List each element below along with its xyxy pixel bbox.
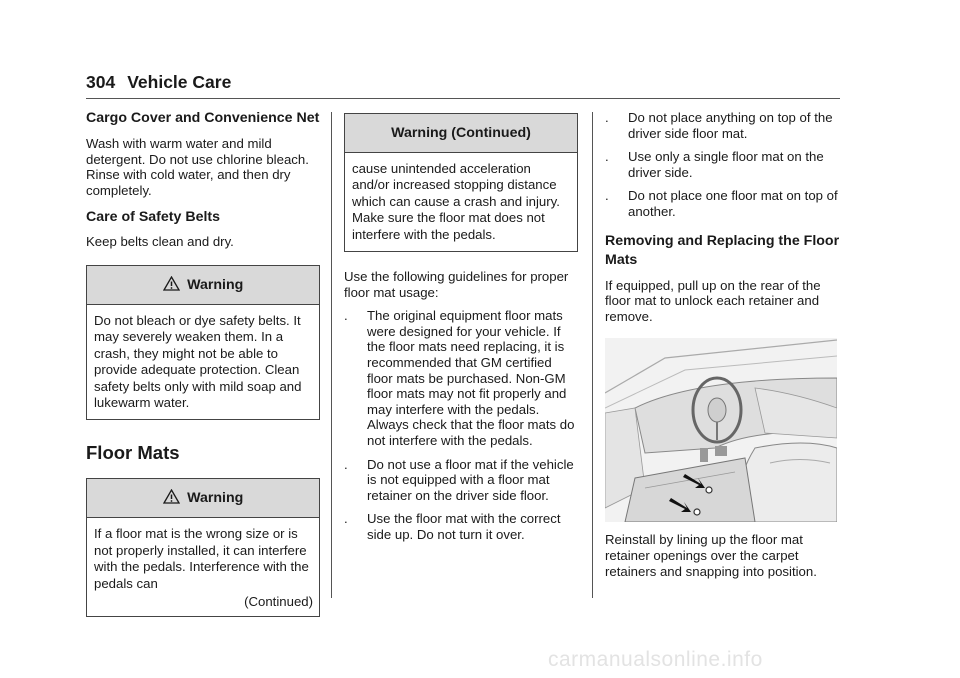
watermark: carmanualsonline.info: [548, 648, 763, 671]
warning-box-belts: [86, 265, 320, 420]
page-number: 304: [86, 72, 116, 92]
bullet-glyph: .: [605, 188, 609, 204]
para-reinstall: Reinstall by lining up the floor mat retainer openings over the carpet retainers and snapping into position.: [605, 532, 817, 579]
warning-triangle-icon: [163, 276, 184, 293]
guidelines-intro: Use the following guidelines for proper floor mat usage:: [344, 269, 569, 300]
guidelines-list: [344, 308, 578, 542]
bullet-glyph: .: [344, 511, 348, 527]
warning-body: cause unintended acceleration and/or increased stopping distance which can cause a crash and injury. Make sure the floor mat does not interfere with the pedals.: [352, 161, 560, 242]
list-item: . Do not place one floor mat on top of another.: [605, 188, 838, 219]
page-header: [86, 72, 231, 93]
heading-floor-mats: Floor Mats: [86, 442, 180, 464]
warning-body: [87, 518, 319, 616]
warning-box-floor-mats: [86, 478, 320, 617]
header-rule: [86, 98, 840, 99]
warning-header: [87, 479, 319, 518]
column-divider-2: [592, 112, 593, 598]
continued-label: (Continued): [244, 594, 313, 610]
bullet-glyph: .: [344, 456, 348, 472]
para-cargo-cover: Wash with warm water and mild detergent. Do not use chlorine bleach. Rinse with cold water, and then dry completely.: [86, 136, 309, 198]
column-1: [86, 110, 320, 617]
floor-mat-illustration: [605, 338, 837, 522]
column-3: [605, 110, 841, 579]
warning-title: Warning: [187, 490, 244, 507]
warning-header: Warning (Continued): [345, 114, 577, 153]
column-divider-1: [331, 112, 332, 598]
warning-body: Do not bleach or dye safety belts. It may severely weaken them. In a crash, they might not be able to provide adequate protection. Clean safety belts only with mild soap and lukewarm water.: [94, 312, 302, 410]
heading-cargo-cover: Cargo Cover and Convenience Net: [86, 110, 320, 126]
list-item: . Use the floor mat with the correct side up. Do not turn it over.: [344, 511, 561, 542]
bullet-glyph: .: [605, 149, 609, 165]
warning-text: If a floor mat is the wrong size or is not properly installed, it can interfere with the pedals. Interference with the pedals can: [94, 526, 309, 591]
warning-box-continued: [344, 113, 578, 252]
list-item: . The original equipment floor mats were designed for your vehicle. If the floor mats need replacing, it is recommended that GM certified floor mats be purchased. Non-GM floor mats may not fit properly and may interfere with the pedals. Always check that the floor mats do not interfere with the pedals.: [344, 308, 575, 448]
heading-removing-replacing: Removing and Replacing the Floor Mats: [605, 232, 840, 268]
list-item: . Do not use a floor mat if the vehicle is not equipped with a floor mat retainer on the driver side floor.: [344, 456, 574, 503]
section-title: Vehicle Care: [127, 72, 232, 92]
para-safety-belts: Keep belts clean and dry.: [86, 234, 234, 250]
list-item: . Use only a single floor mat on the driver side.: [605, 149, 824, 180]
warning-triangle-icon: [163, 489, 184, 506]
bullet-glyph: .: [344, 308, 348, 324]
heading-safety-belts: Care of Safety Belts: [86, 209, 221, 226]
list-item: . Do not place anything on top of the driver side floor mat.: [605, 110, 833, 141]
column-2: [344, 113, 578, 551]
warning-title: Warning: [187, 276, 244, 293]
bullet-glyph: .: [605, 110, 609, 125]
guidelines-list-continued: [605, 110, 841, 220]
warning-header: [87, 266, 319, 305]
para-removing: If equipped, pull up on the rear of the floor mat to unlock each retainer and remove.: [605, 277, 821, 324]
